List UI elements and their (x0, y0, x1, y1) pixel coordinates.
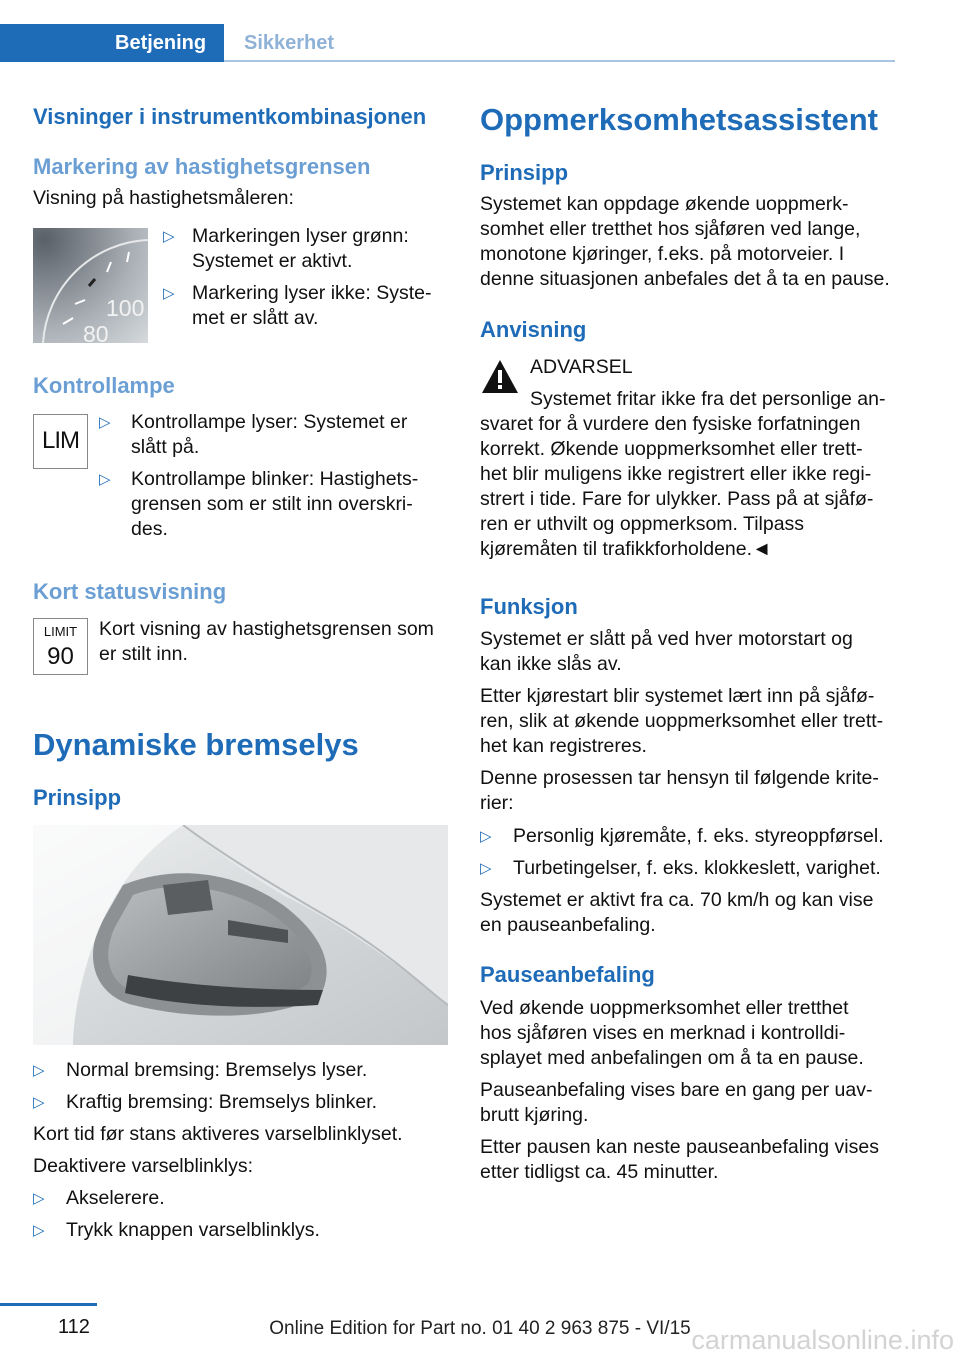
edition-footer: Online Edition for Part no. 01 40 2 963 875 - VI/15 (269, 1318, 691, 1339)
text-funksjon-3 (480, 766, 896, 816)
text-prinsipp (480, 192, 896, 292)
triangle-bullet-icon: ▷ (163, 228, 175, 245)
tab-sikkerhet[interactable]: Sikkerhet (244, 32, 335, 54)
text-line: somhet eller tretthet hos sjåføren ved lange, (480, 218, 861, 240)
header-tabs (0, 24, 895, 62)
text-pause-2 (480, 1078, 896, 1128)
speedo-label-100: 100 (106, 295, 145, 321)
triangle-bullet-icon: ▷ (33, 1190, 45, 1207)
text-pause-1 (480, 996, 896, 1071)
triangle-bullet-icon: ▷ (163, 285, 175, 302)
text-line: svaret for å vurdere den fysiske forfatningen (480, 413, 861, 435)
text-pause-3 (480, 1135, 896, 1185)
brake-light-image (33, 825, 448, 1045)
text-line: Denne prosessen tar hensyn til følgende krite- (480, 767, 879, 789)
text-kort-tid: Kort tid før stans aktiveres varselblinklyset. (33, 1123, 403, 1145)
bullet-text: Kontrollampe lyser: Systemet er (131, 411, 408, 433)
bullet-text: Normal bremsing: Bremselys lyser. (66, 1059, 368, 1081)
text-line: brutt kjøring. (480, 1104, 589, 1126)
text-line: en pauseanbefaling. (480, 914, 656, 936)
text-line: kjøremåten til trafikkforholdene.◄ (480, 538, 772, 560)
page-number: 112 (58, 1316, 90, 1338)
heading-pauseanbefaling: Pauseanbefaling (480, 962, 655, 987)
limit-90-icon (33, 618, 88, 675)
heading-prinsipp-right: Prinsipp (480, 160, 569, 185)
text-line: etter tidligst ca. 45 minutter. (480, 1161, 719, 1183)
heading-visninger: Visninger i instrumentkombinasjonen (33, 104, 427, 129)
tab-underline (224, 60, 895, 62)
text-line: Kort visning av hastighetsgrensen som (99, 618, 434, 640)
text-line: Etter pausen kan neste pauseanbefaling vises (480, 1136, 879, 1158)
lim-indicator-icon (33, 414, 88, 469)
warning-first-line: Systemet fritar ikke fra det personlige an- (530, 388, 886, 410)
text-funksjon-1 (480, 627, 896, 677)
lim-icon-text: LIM (41, 427, 79, 454)
text-line: het blir muligens ikke registrert eller ikke regi- (480, 463, 872, 485)
bullet-text: Systemet er aktivt. (192, 250, 353, 272)
heading-kort-status: Kort statusvisning (33, 579, 227, 604)
watermark: carmanualsonline.info (691, 1325, 954, 1355)
text-line: denne situasjonen anbefales det å ta en pause. (480, 268, 890, 290)
text-kort-visning (99, 617, 459, 667)
text-line: rier: (480, 792, 514, 814)
triangle-bullet-icon: ▷ (99, 471, 111, 488)
heading-markering: Markering av hastighetsgrensen (33, 154, 371, 179)
bullet-text: slått på. (131, 436, 200, 458)
warning-title: ADVARSEL (530, 356, 633, 378)
triangle-bullet-icon: ▷ (99, 414, 111, 431)
text-line: splayet med anbefalingen om å ta en pause. (480, 1047, 864, 1069)
bullet-text: des. (131, 518, 168, 540)
bullet-text: Markeringen lyser grønn: (192, 225, 409, 247)
heading-kontrollampe: Kontrollampe (33, 373, 175, 398)
triangle-bullet-icon: ▷ (480, 828, 492, 845)
text-line: hos sjåføren vises en merknad i kontrolldi- (480, 1022, 846, 1044)
triangle-bullet-icon: ▷ (33, 1062, 45, 1079)
bullet-text: Trykk knappen varselblinklys. (66, 1219, 320, 1241)
text-line: strert i tide. Fare for ulykker. Pass på at sjåfø- (480, 488, 874, 510)
heading-dynamiske-bremselys: Dynamiske bremselys (33, 727, 359, 762)
triangle-bullet-icon: ▷ (480, 860, 492, 877)
bullet-text: met er slått av. (192, 307, 319, 329)
text-line: kan ikke slås av. (480, 653, 622, 675)
text-line: Pauseanbefaling vises bare en gang per uav- (480, 1079, 873, 1101)
bullet-text: Kraftig bremsing: Bremselys blinker. (66, 1091, 378, 1113)
text-line: ren er uthvilt og oppmerksom. Tilpass (480, 513, 805, 535)
limit-icon-label: LIMIT (43, 624, 78, 639)
bullet-text: Kontrollampe blinker: Hastighets- (131, 468, 419, 490)
text-line: Etter kjørestart blir systemet lært inn på sjåfø- (480, 685, 875, 707)
bullet-text: grensen som er stilt inn overskri- (131, 493, 413, 515)
page-number-bar (0, 1303, 97, 1306)
text-line: Ved økende uoppmerksomhet eller tretthet (480, 997, 849, 1019)
heading-prinsipp-left: Prinsipp (33, 785, 122, 810)
speedometer-image (33, 228, 148, 343)
heading-anvisning: Anvisning (480, 317, 587, 342)
text-funksjon-2 (480, 684, 896, 759)
warning-text (480, 412, 896, 562)
bullet-text: Markering lyser ikke: Syste- (192, 282, 432, 304)
text-line: ren, slik at økende uoppmerksomhet eller trett- (480, 710, 884, 732)
text-line: Systemet kan oppdage økende uoppmerk- (480, 193, 849, 215)
warning-triangle-icon (480, 358, 520, 396)
text-funksjon-4 (480, 888, 896, 938)
bullet-text: Personlig kjøremåte, f. eks. styreoppførsel. (513, 825, 884, 847)
triangle-bullet-icon: ▷ (33, 1094, 45, 1111)
limit-icon-value: 90 (47, 643, 74, 670)
speedo-label-80: 80 (83, 321, 109, 343)
text-line: monotone kjøringer, f.eks. på motorveier. I (480, 243, 845, 265)
text-line: korrekt. Økende uoppmerksomhet eller trett- (480, 438, 863, 460)
text-line: er stilt inn. (99, 643, 188, 665)
text-line: Systemet er aktivt fra ca. 70 km/h og kan vise (480, 889, 874, 911)
text-line: Systemet er slått på ved hver motorstart og (480, 628, 853, 650)
bullet-text: Akselerere. (66, 1187, 165, 1209)
heading-oppmerksomhetsassistent: Oppmerksomhetsassistent (480, 102, 878, 137)
text-visning: Visning på hastighetsmåleren: (33, 187, 294, 209)
text-deaktivere: Deaktivere varselblinklys: (33, 1155, 253, 1177)
tab-betjening[interactable]: Betjening (0, 24, 224, 62)
text-line: het kan registreres. (480, 735, 647, 757)
triangle-bullet-icon: ▷ (33, 1222, 45, 1239)
bullet-text: Turbetingelser, f. eks. klokkeslett, varighet. (513, 857, 881, 879)
heading-funksjon: Funksjon (480, 594, 578, 619)
